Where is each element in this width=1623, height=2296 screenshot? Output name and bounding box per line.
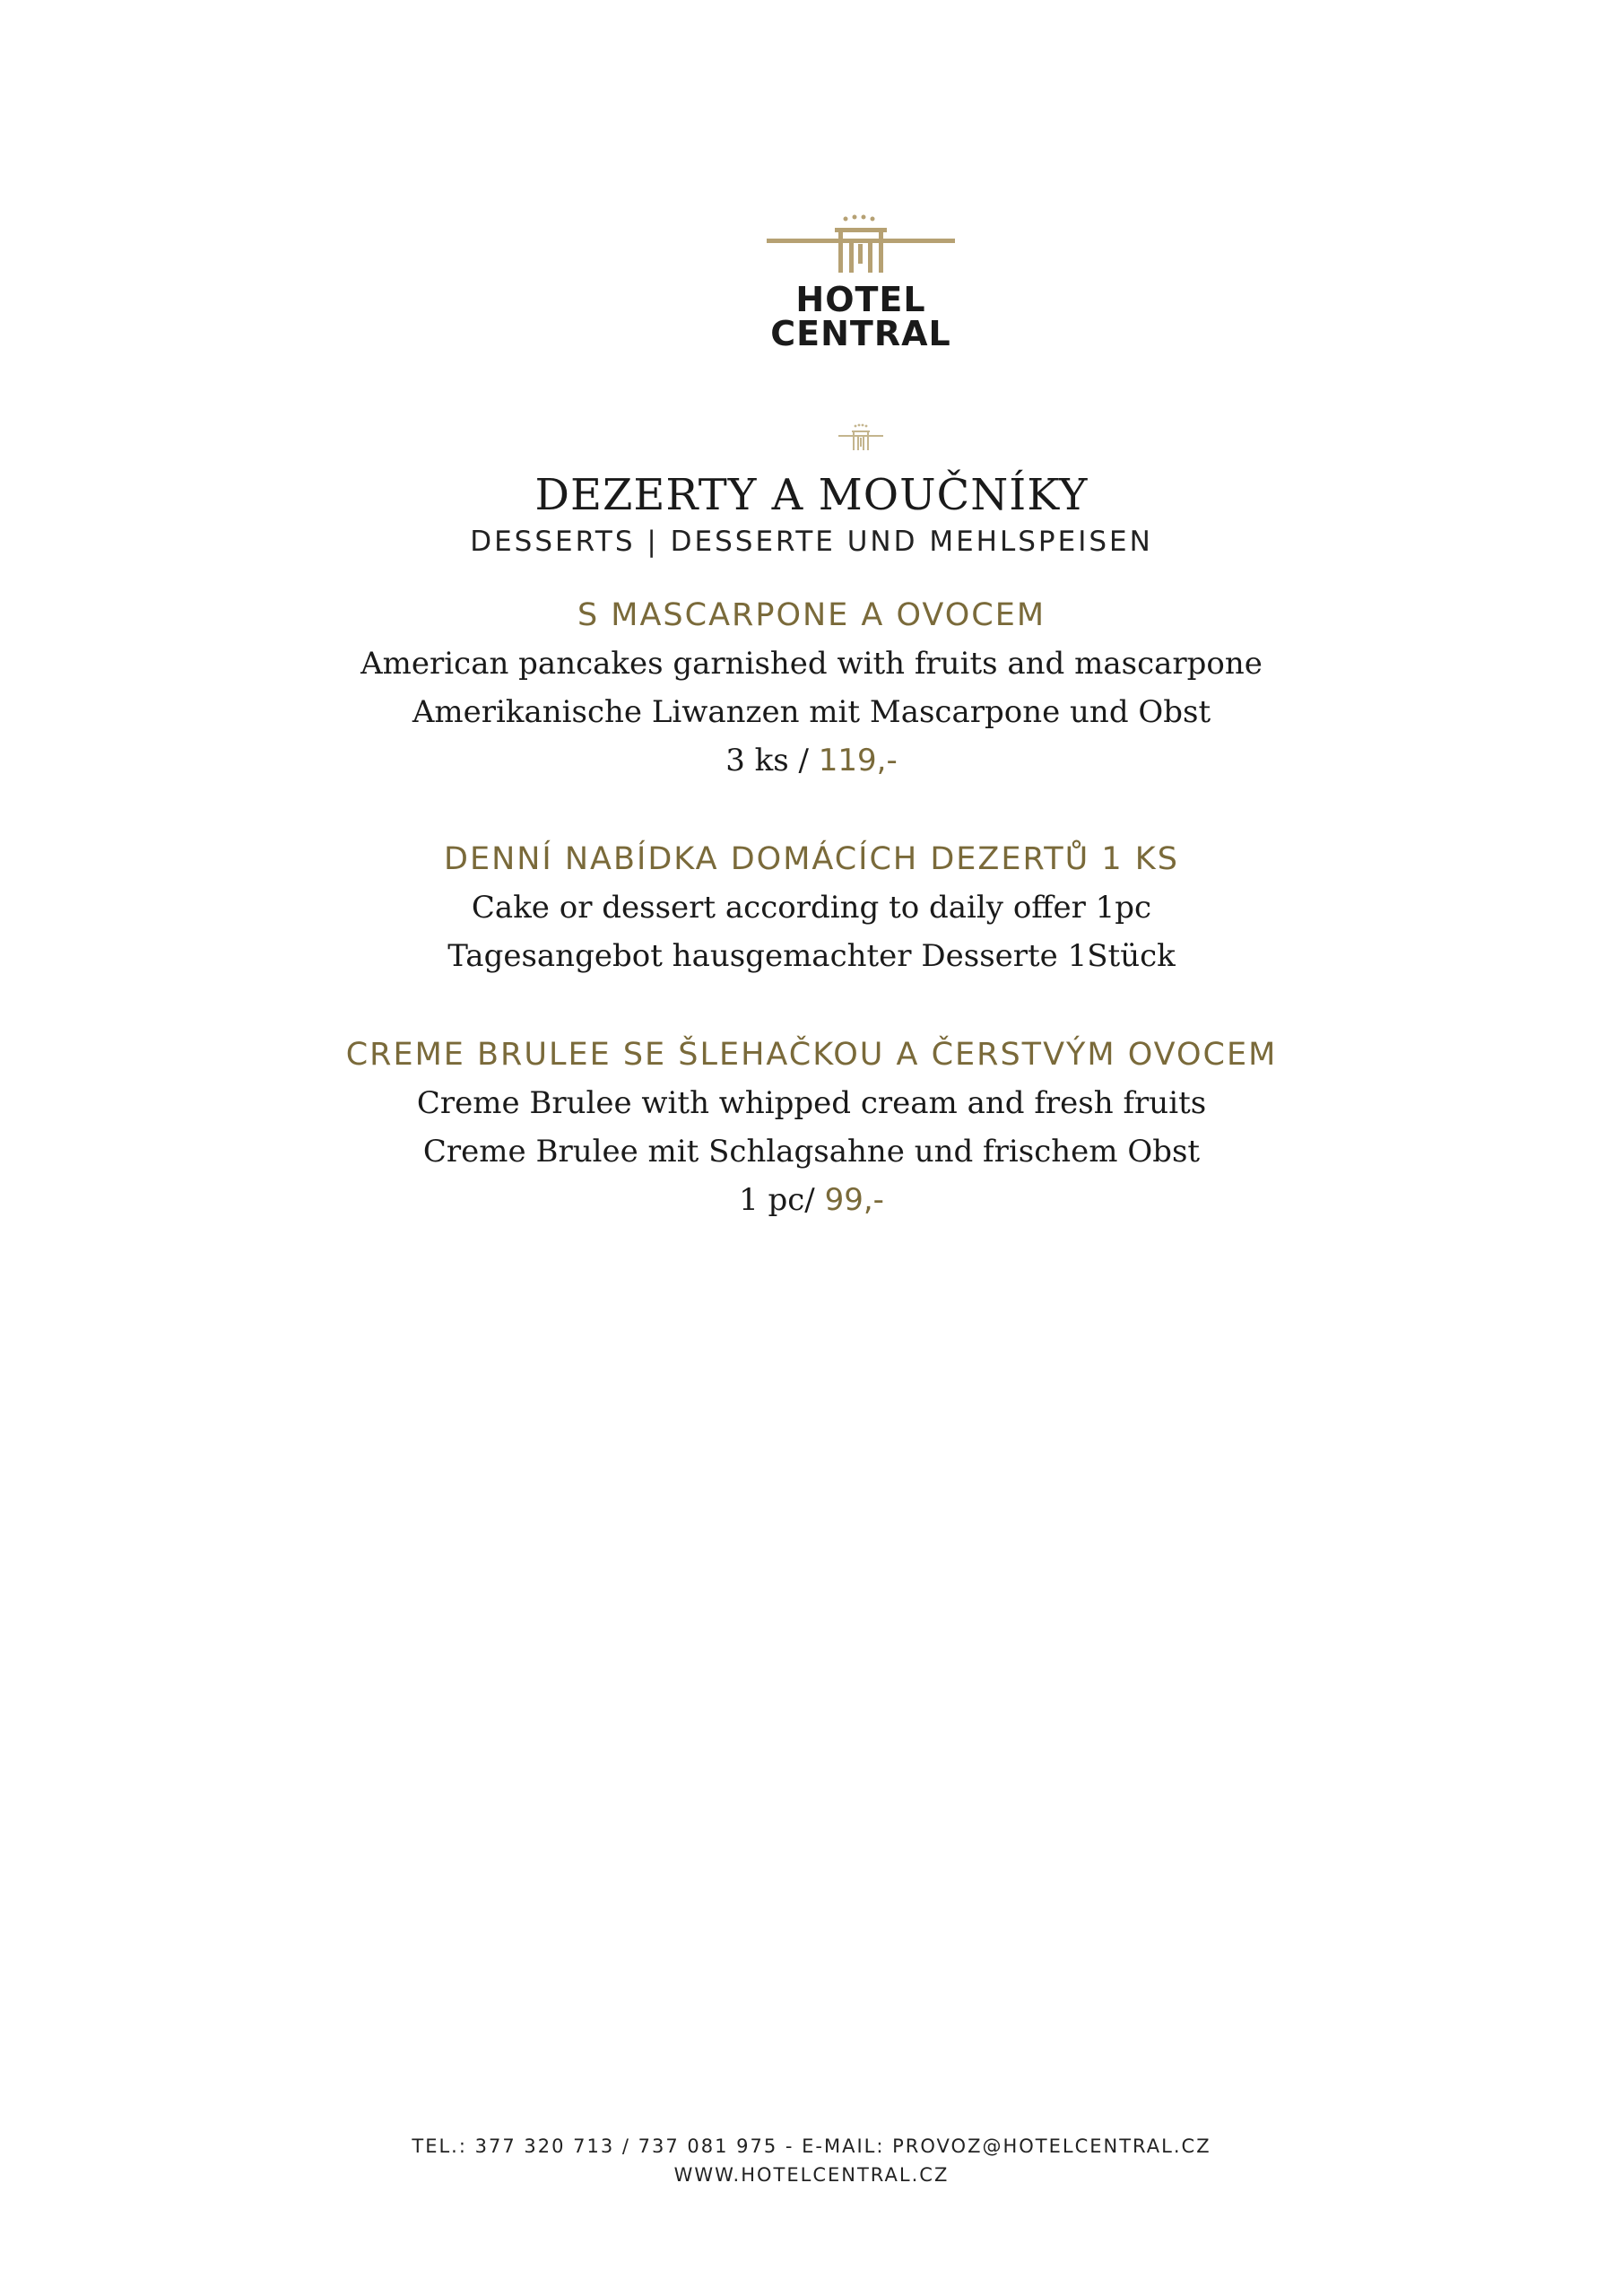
menu-item-price: 119,- [818,743,898,778]
menu-item-name: CREME BRULEE SE ŠLEHAČKOU A ČERSTVÝM OVOCEM [345,1037,1278,1073]
menu-item-desc-en: American pancakes garnished with fruits and mascarpone [360,646,1263,682]
menu-item-price: 99,- [824,1182,884,1218]
menu-item-desc-en: Creme Brulee with whipped cream and fresh fruits [416,1085,1207,1121]
menu-item-qty: 1 pc/ [739,1182,825,1218]
menu-item-desc-de: Tagesangebot hausgemachter Desserte 1Stück [447,938,1176,974]
hotel-logo [767,212,955,355]
footer-contact: TEL.: 377 320 713 / 737 081 975 - E-MAIL: PROVOZ@HOTELCENTRAL.CZ [412,2135,1211,2157]
menu-item-qty: 3 ks / [725,743,819,778]
logo-text-hotel: HOTEL [795,280,926,319]
menu-item-name: DENNÍ NABÍDKA DOMÁCÍCH DEZERTŮ 1 KS [444,841,1179,877]
section-subtitle: DESSERTS | DESSERTE UND MEHLSPEISEN [470,526,1153,558]
menu-item-desc-de: Amerikanische Liwanzen mit Mascarpone und Obst [412,694,1211,730]
menu-item-desc-de: Creme Brulee mit Schlagsahne und frischem Obst [422,1134,1201,1170]
logo-text-central: CENTRAL [770,314,951,353]
hotel-emblem-icon [767,212,955,283]
footer-website: WWW.HOTELCENTRAL.CZ [673,2164,950,2186]
small-emblem-icon [838,423,883,454]
menu-item-price-line [0,741,1623,780]
menu-item-desc-en: Cake or dessert according to daily offer 1pc [471,890,1152,926]
menu-item-name: S MASCARPONE A OVOCEM [577,597,1046,633]
menu-item-price-line [0,1180,1623,1220]
section-title: DEZERTY A MOUČNÍKY [534,470,1089,520]
